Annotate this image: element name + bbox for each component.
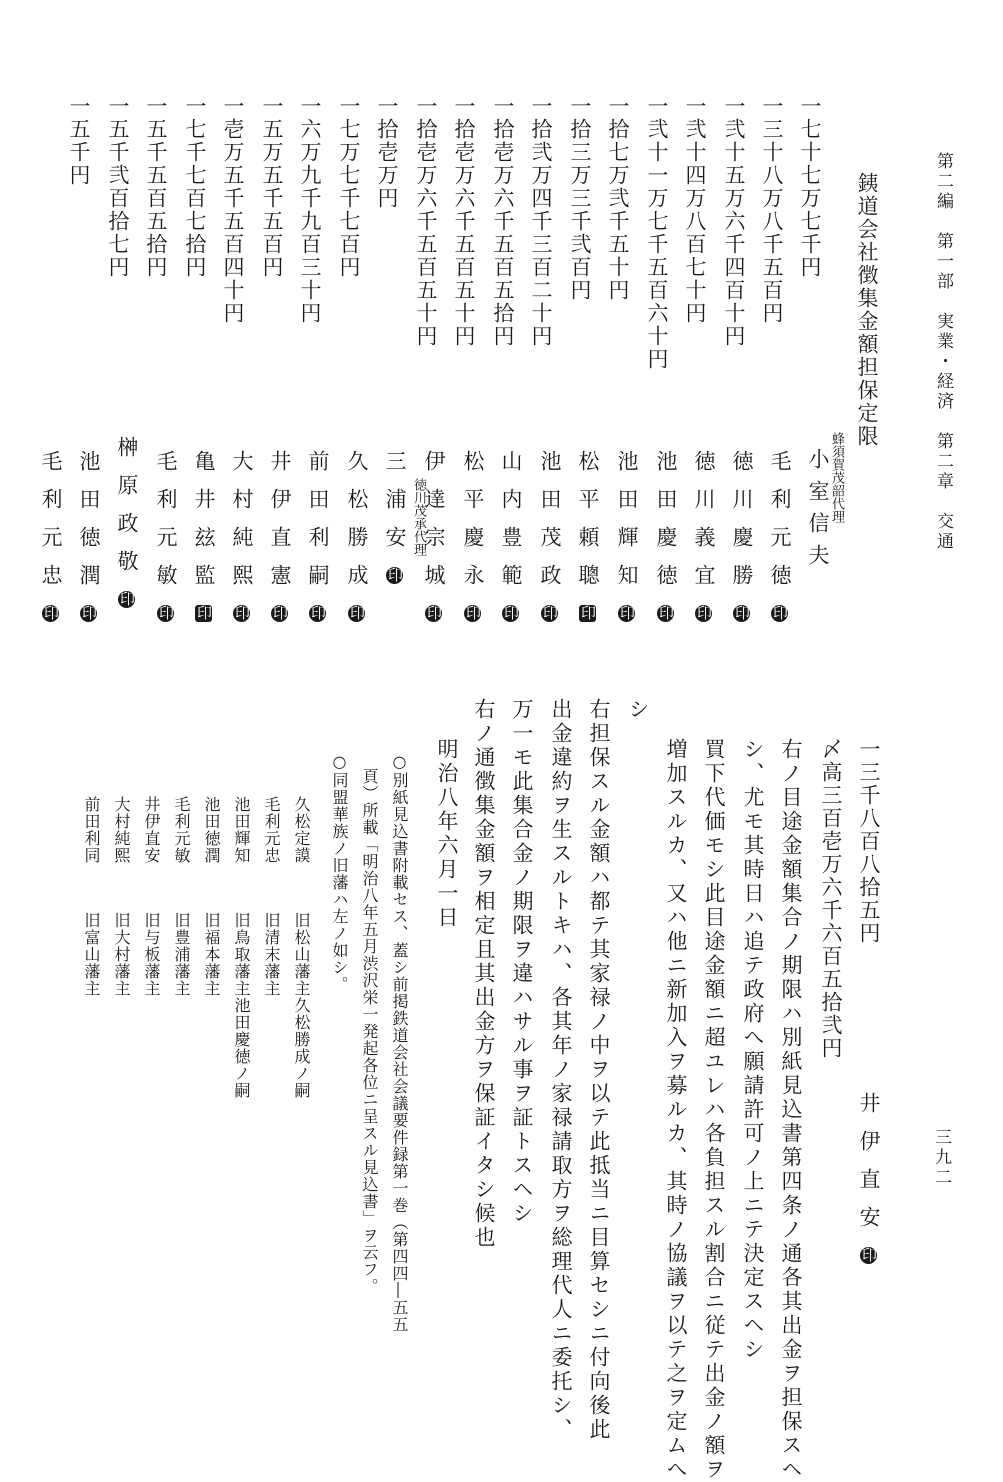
page-number: 三九二: [931, 1128, 951, 1188]
signatory: [77, 450, 101, 637]
domain-desc: 旧鳥取藩主池田慶徳ノ嗣: [232, 912, 251, 1099]
signatory-name: 池田輝知: [615, 450, 639, 602]
domain-name: 池田徳潤: [202, 796, 221, 864]
signatory-name: 山内豊範: [499, 450, 523, 602]
amount-item: 一五千弐百拾七円: [106, 95, 130, 279]
domain-desc: 旧与板藩主: [142, 912, 161, 997]
domain-desc: 旧清末藩主: [262, 912, 281, 997]
signatory: [383, 450, 407, 599]
seal-icon: 印: [233, 605, 251, 637]
body-line: 買下代価モシ此目途金額ニ超ユレハ各負担スル割合ニ従テ出金ノ額ヲ: [702, 738, 726, 1482]
domain-desc: 旧富山藩主: [82, 912, 101, 997]
domain-name: 大村純熙: [112, 796, 131, 864]
note-line: ○別紙見込書附載セス、蓋シ前掲鉄道会社会議要件録第一巻（第四四―五五: [390, 752, 409, 1333]
signatory: [268, 450, 292, 637]
seal-icon: 印: [657, 605, 675, 637]
domain-desc: 旧豊浦藩主: [172, 912, 191, 997]
signatory-name: 松平慶永: [461, 450, 485, 602]
signatory: [230, 450, 254, 637]
body-line: 出金違約ヲ生スルトキハ、各其年ノ家禄請取方ヲ総理代人ニ委托シ、: [549, 698, 573, 1442]
amount-item: 一拾弐万四千三百二十円: [529, 95, 553, 348]
domain-desc: 旧福本藩主: [202, 912, 221, 997]
signatory-name: 井伊直安: [857, 1092, 881, 1244]
signatory: [192, 450, 216, 637]
signatory: [615, 450, 639, 637]
amount-item: 一拾壱万六千五百五拾円: [491, 95, 515, 348]
signatory-name: 井伊直憲: [268, 450, 292, 602]
signatory: [768, 450, 792, 637]
amount-item: 一五千五百五拾円: [144, 95, 168, 279]
domain-name: 前田利同: [82, 796, 101, 864]
amount-item: 一六万九千九百三十円: [298, 95, 322, 325]
domain-name: 久松定謨: [292, 796, 311, 864]
seal-icon: 印: [386, 567, 404, 599]
proxy-note: 徳川茂承代理: [411, 478, 426, 556]
signatory-name: 大村純熙: [230, 450, 254, 602]
seal-icon: 印: [618, 605, 636, 637]
amount-item: 一拾壱万円: [375, 95, 399, 210]
domain-desc: 旧松山藩主久松勝成ノ嗣: [292, 912, 311, 1099]
body-line: 右ノ通徴集金額ヲ相定且其出金方ヲ保証イタシ候也: [472, 698, 496, 1250]
seal-icon: 印: [425, 605, 443, 637]
amount-item: 一拾壱万六千五百五十円: [414, 95, 438, 348]
seal-icon: 印: [348, 605, 366, 637]
signatory-name: 榊原政敬: [115, 436, 139, 588]
signatory: [154, 450, 178, 637]
signatory-name: 前田利嗣: [306, 450, 330, 602]
signatory: [115, 436, 139, 623]
signatory-name: 亀井玆監: [192, 450, 216, 602]
signatory: [654, 450, 678, 637]
running-head: 第二編 第一部 実業・経済 第二章 交通: [933, 152, 953, 552]
domain-name: 井伊直安: [142, 796, 161, 864]
seal-icon: 印: [118, 591, 136, 623]
seal-icon: 印: [80, 605, 98, 637]
note-line: ○同盟華族ノ旧藩ハ左ノ如シ。: [330, 752, 349, 993]
seal-icon: 印: [157, 605, 175, 637]
signatory-name: 毛利元敏: [154, 450, 178, 602]
amount-item: 一弐十一万七千五百六十円: [645, 95, 669, 371]
body-line: 万一モ此集合金ノ期限ヲ違ハサル事ヲ証トスヘシ: [510, 698, 534, 1226]
signatory-name: 毛利元忠: [39, 450, 63, 602]
note-line: 頁）所載「明治八年五月渋沢栄一発起各位ニ呈スル見込書」ヲ云フ。: [360, 768, 379, 1295]
signatory: [499, 450, 523, 637]
signatory-name: 徳川義宜: [692, 450, 716, 602]
amount-item: 一三十八万八千五百円: [760, 95, 784, 325]
seal-icon: 印: [860, 1247, 878, 1279]
amount-item: 一弐十五万六千四百十円: [722, 95, 746, 348]
body-line: シ: [626, 698, 650, 722]
amount-item: 一三千八百八拾五円: [857, 738, 881, 945]
signatory-name: 久松勝成: [345, 450, 369, 602]
signatory: [857, 1092, 881, 1279]
amount-item: 一弐十四万八百七十円: [683, 95, 707, 325]
signatory: [692, 450, 716, 637]
page-title: 銕道会社徴集金額担保定限: [855, 172, 879, 448]
seal-icon: 印: [309, 605, 327, 637]
domain-desc: 旧大村藩主: [112, 912, 131, 997]
domain-name: 毛利元忠: [262, 796, 281, 864]
seal-icon: 印: [771, 605, 789, 637]
amount-item: 一壱万五千五百四十円: [221, 95, 245, 325]
body-line: 右ノ目途金額集合ノ期限ハ別紙見込書第四条ノ通各其出金ヲ担保スヘ: [779, 738, 803, 1482]
amount-item: 一拾壱万六千五百五十円: [452, 95, 476, 348]
signatory: [576, 450, 600, 637]
seal-icon: 印: [502, 605, 520, 637]
body-line: シ、尤モ其時日ハ追テ政府へ願請許可ノ上ニテ決定スヘシ: [741, 738, 765, 1362]
amount-item: 一拾七万弐千五十円: [606, 95, 630, 302]
signatory: [39, 450, 63, 637]
seal-icon: 印: [733, 605, 751, 637]
date-line: 明治八年六月一日: [435, 738, 459, 930]
seal-icon: 印: [541, 605, 559, 637]
seal-icon: 印: [271, 605, 289, 637]
total-amount: 〆高三百壱万六千六百五拾弐円: [819, 738, 843, 1060]
amount-item: 一七十七万七千円: [798, 95, 822, 279]
signatory-name: 池田慶徳: [654, 450, 678, 602]
signatory: [807, 448, 828, 576]
body-line: 増加スルカ、又ハ他ニ新加入ヲ募ルカ、其時ノ協議ヲ以テ之ヲ定ムへ: [664, 738, 688, 1482]
signatory: [461, 450, 485, 637]
amount-item: 一拾三万三千弐百円: [568, 95, 592, 302]
seal-icon: 印: [579, 605, 597, 637]
proxy-note: 蜂須賀茂韶代理: [829, 432, 844, 523]
signatory-name: 毛利元徳: [768, 450, 792, 602]
seal-icon: 印: [464, 605, 482, 637]
signatory-name: 徳川慶勝: [730, 450, 754, 602]
signatory: [730, 450, 754, 637]
signatory-name: 池田徳潤: [77, 450, 101, 602]
amount-item: 一五万五千五百円: [260, 95, 284, 279]
signatory-name: 池田茂政: [538, 450, 562, 602]
signatory-name: 小室信夫: [806, 448, 830, 576]
amount-item: 一七千七百七拾円: [183, 95, 207, 279]
signatory-name: 三浦安: [383, 450, 407, 564]
domain-name: 池田輝知: [232, 796, 251, 864]
body-line: 右担保スル金額ハ都テ其家禄ノ中ヲ以テ此抵当ニ目算セシニ付向後此: [587, 698, 611, 1442]
seal-icon: 印: [695, 605, 713, 637]
signatory-name: 伊達宗城: [422, 450, 446, 602]
domain-name: 毛利元敏: [172, 796, 191, 864]
seal-icon: 印: [42, 605, 60, 637]
signatory: [422, 450, 446, 637]
signatory: [538, 450, 562, 637]
signatory-name: 松平頼聰: [576, 450, 600, 602]
signatory: [345, 450, 369, 637]
amount-item: 一七万七千七百円: [337, 95, 361, 279]
signatory: [306, 450, 330, 637]
amount-item: 一五千円: [67, 95, 91, 187]
seal-icon: 印: [195, 605, 213, 637]
